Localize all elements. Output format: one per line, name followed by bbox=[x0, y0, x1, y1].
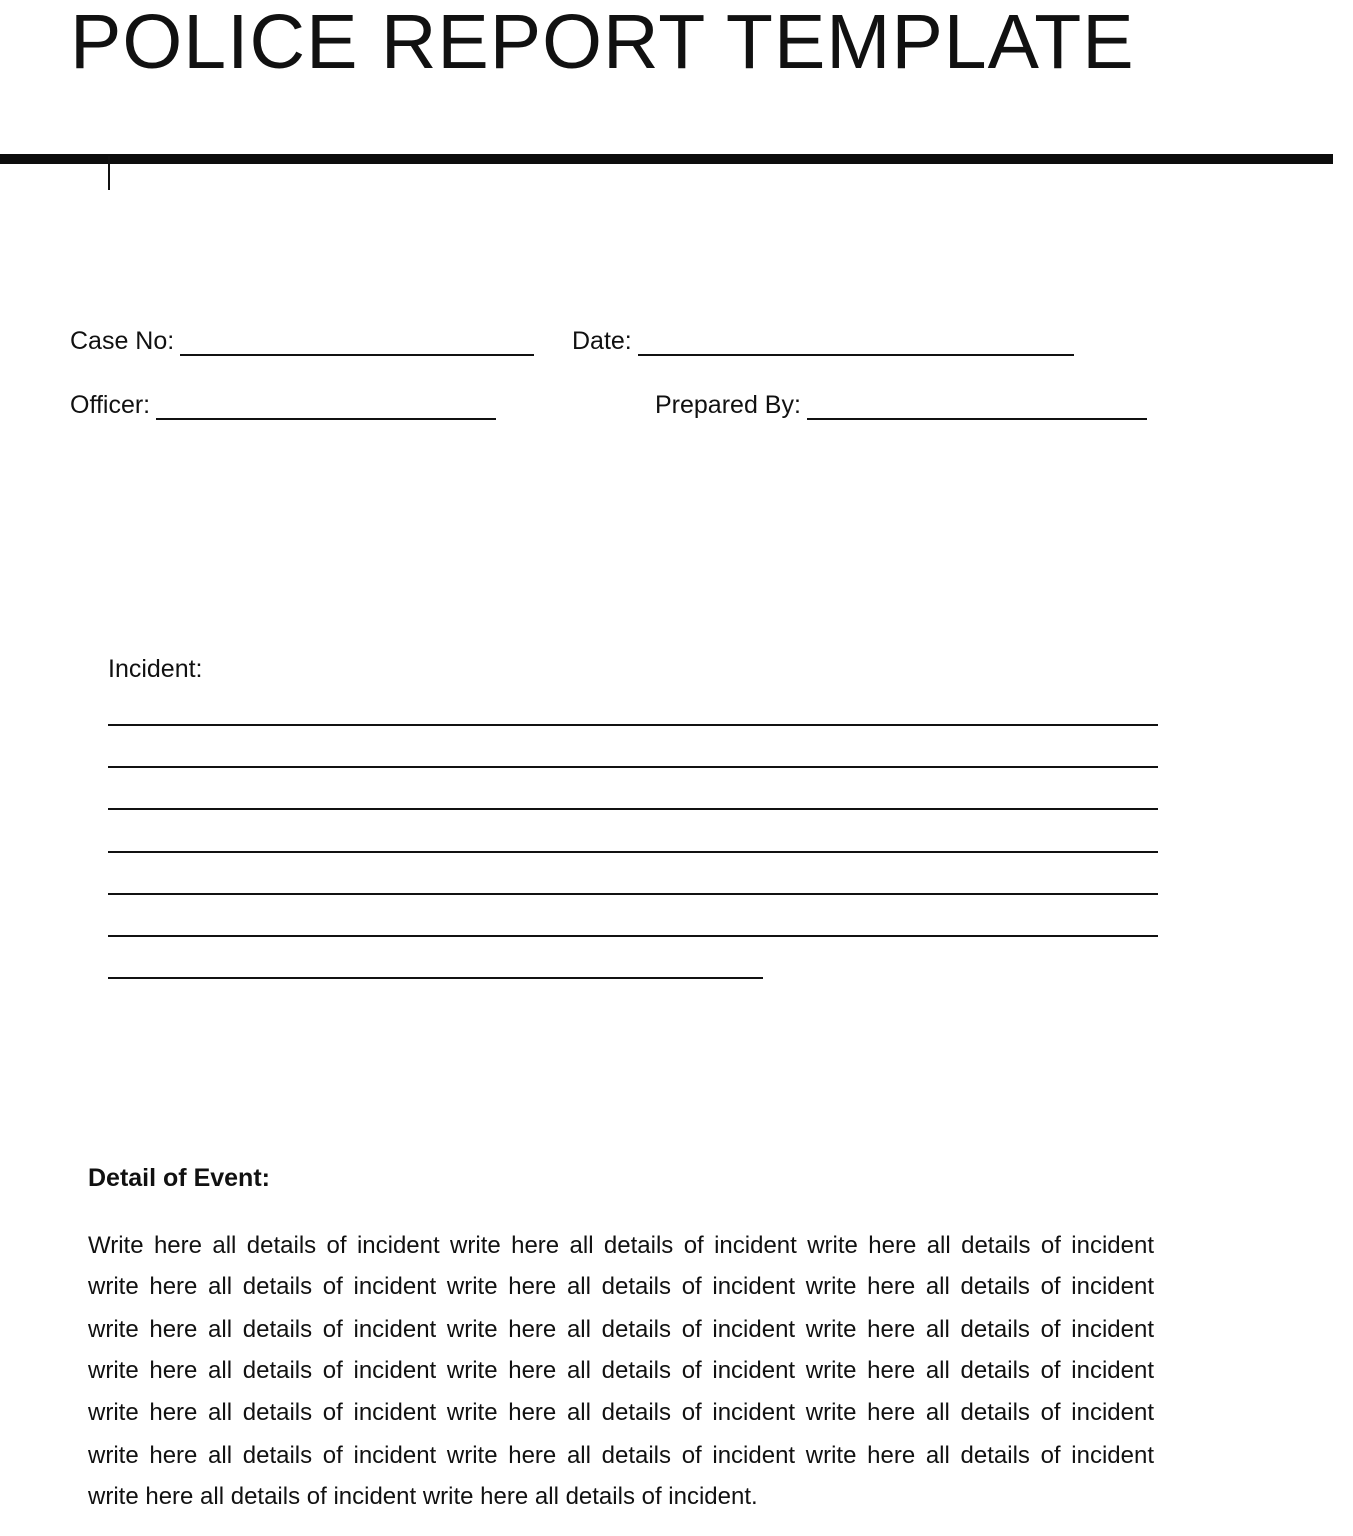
case-no-field[interactable] bbox=[70, 329, 534, 354]
prepared-by-label: Prepared By: bbox=[655, 391, 801, 419]
incident-write-line[interactable] bbox=[108, 808, 1158, 810]
text-cursor bbox=[108, 156, 110, 190]
incident-write-line[interactable] bbox=[108, 893, 1158, 895]
detail-text-line: write here all details of incident write here all details of incident. bbox=[88, 1483, 758, 1510]
page-title: POLICE REPORT TEMPLATE bbox=[70, 0, 1135, 85]
detail-text-line: write here all details of incident write here all details of incident write here all details of incident bbox=[88, 1357, 1154, 1384]
officer-label: Officer: bbox=[70, 391, 151, 419]
incident-label: Incident: bbox=[108, 655, 203, 683]
incident-write-line[interactable] bbox=[108, 724, 1158, 726]
date-input-line[interactable] bbox=[638, 354, 1074, 356]
date-field[interactable] bbox=[572, 329, 1074, 354]
detail-of-event-heading: Detail of Event: bbox=[88, 1164, 270, 1192]
detail-text-line: Write here all details of incident write here all details of incident write here all details of incident bbox=[88, 1232, 1154, 1259]
prepared-by-input-line[interactable] bbox=[807, 418, 1147, 420]
prepared-by-field[interactable] bbox=[655, 393, 1147, 418]
detail-text-line: write here all details of incident write here all details of incident write here all details of incident bbox=[88, 1316, 1154, 1343]
officer-field[interactable] bbox=[70, 393, 496, 418]
detail-text-line: write here all details of incident write here all details of incident write here all details of incident bbox=[88, 1442, 1154, 1469]
case-no-label: Case No: bbox=[70, 327, 175, 355]
detail-text-line: write here all details of incident write here all details of incident write here all details of incident bbox=[88, 1399, 1154, 1426]
incident-write-line[interactable] bbox=[108, 851, 1158, 853]
incident-write-line[interactable] bbox=[108, 935, 1158, 937]
detail-text-line: write here all details of incident write here all details of incident write here all details of incident bbox=[88, 1273, 1154, 1300]
officer-input-line[interactable] bbox=[156, 418, 496, 420]
incident-write-line[interactable] bbox=[108, 766, 1158, 768]
case-no-input-line[interactable] bbox=[180, 354, 534, 356]
title-divider bbox=[0, 154, 1333, 164]
incident-write-line[interactable] bbox=[108, 977, 763, 979]
date-label: Date: bbox=[572, 327, 632, 355]
